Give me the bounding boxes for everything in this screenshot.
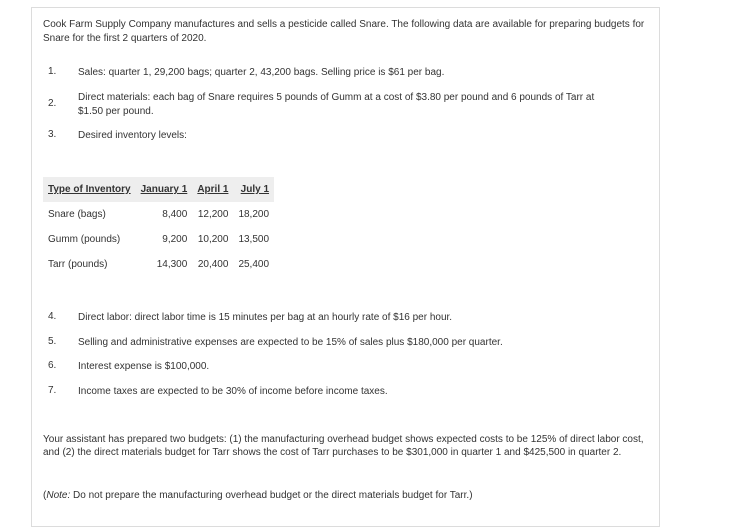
item-text: Sales: quarter 1, 29,200 bags; quarter 2, 43,200 bags. Selling price is $61 per bag. <box>78 67 445 78</box>
item-number: 6. <box>48 360 57 371</box>
table-row <box>43 227 274 252</box>
header-type: Type of Inventory <box>43 177 136 202</box>
cell-value: 13,500 <box>238 234 270 245</box>
item-number: 1. <box>48 66 57 77</box>
table-row <box>43 252 274 277</box>
inventory-table <box>43 177 274 277</box>
table-header-row <box>43 177 274 202</box>
item-text: Interest expense is $100,000. <box>78 361 210 372</box>
item-text: Direct materials: each bag of Snare requires 5 pounds of Gumm at a cost of $3.80 per pound and 6 pounds of Tarr at $1.50 per pound. <box>78 92 595 117</box>
assistant-paragraph: Your assistant has prepared two budgets: (1) the manufacturing overhead budget shows expected costs to be 125% of direct labor cost, and (2) the direct materials budget for Tarr shows the cost of Tarr purchases to be $301,000 in quarter 1 and $425,500 in quarter 2. <box>43 434 644 458</box>
item-number: 5. <box>48 336 57 347</box>
cell-value: 25,400 <box>238 259 270 270</box>
item-number: 3. <box>48 129 57 140</box>
problem-card <box>31 7 660 527</box>
item-number: 4. <box>48 311 57 322</box>
header-april: April 1 <box>192 177 233 202</box>
header-july: July 1 <box>233 177 274 202</box>
item-text: Selling and administrative expenses are expected to be 15% of sales plus $180,000 per quarter. <box>78 337 503 348</box>
table-row <box>43 202 274 227</box>
row-label: Gumm (pounds) <box>48 234 121 245</box>
item-text: Direct labor: direct labor time is 15 minutes per bag at an hourly rate of $16 per hour. <box>78 312 453 323</box>
note-label: Note: <box>46 490 71 501</box>
item-text: Desired inventory levels: <box>78 130 187 141</box>
intro-text: Cook Farm Supply Company manufactures and sells a pesticide called Snare. The following data are available for preparing budgets for Snare for the first 2 quarters of 2020. <box>43 19 645 44</box>
cell-value: 18,200 <box>238 209 270 220</box>
cell-value: 8,400 <box>162 209 188 220</box>
row-label: Tarr (pounds) <box>48 259 108 270</box>
item-text: Income taxes are expected to be 30% of income before income taxes. <box>78 386 388 397</box>
item-number: 2. <box>48 98 57 109</box>
cell-value: 12,200 <box>197 209 229 220</box>
cell-value: 20,400 <box>197 259 229 270</box>
cell-value: 9,200 <box>162 234 188 245</box>
note-text: Do not prepare the manufacturing overhead budget or the direct materials budget for Tarr.) <box>70 490 473 501</box>
cell-value: 10,200 <box>197 234 229 245</box>
item-number: 7. <box>48 385 57 396</box>
note-paragraph: (Note: Do not prepare the manufacturing overhead budget or the direct materials budget for Tarr.) <box>43 490 473 501</box>
row-label: Snare (bags) <box>48 209 106 220</box>
cell-value: 14,300 <box>156 259 188 270</box>
header-january: January 1 <box>136 177 193 202</box>
